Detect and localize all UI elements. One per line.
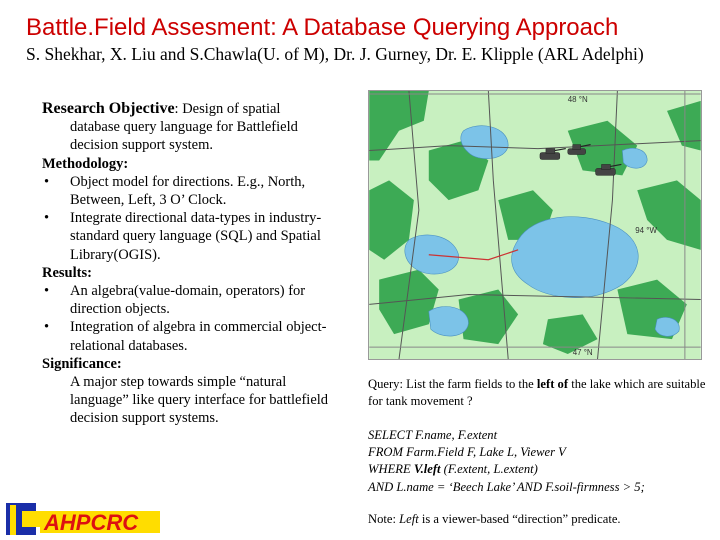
methodology-item: • Integrate directional data-types in industry-standard query language (SQL) and Spatial Library(OGIS). <box>44 210 322 263</box>
label-47n: 47 °N <box>572 348 593 358</box>
sql-where-line: WHERE V.left (F.extent, L.extent) <box>368 462 538 477</box>
ahpcrc-logo <box>2 497 162 539</box>
results-heading: Results: <box>42 264 92 281</box>
sql-query <box>368 427 645 496</box>
bullet-marker: • <box>44 319 50 336</box>
sql-line: SELECT F.name, F.extent <box>368 428 498 442</box>
methodology-heading: Methodology: <box>42 155 129 172</box>
bullet-marker: • <box>44 210 50 227</box>
label-48n: 48 °N <box>567 94 588 104</box>
bullet-marker: • <box>44 283 50 300</box>
bullet-marker: • <box>44 173 50 190</box>
slide-title: Battle.Field Assesment: A Database Querying Approach <box>26 14 619 41</box>
objective-block <box>42 100 342 155</box>
results-item: • An algebra(value-domain, operators) for direction objects. <box>44 283 306 318</box>
battlefield-map <box>368 90 702 360</box>
objective-heading: Research Objective <box>42 100 175 117</box>
objective-lead: : Design of spatial <box>174 101 281 117</box>
query-text: Query: List the farm fields to the left of the lake which are suitable for tank movement ? <box>368 377 706 408</box>
logo-text: AHPCRC <box>44 510 139 535</box>
left-column <box>42 100 342 428</box>
sql-line: FROM Farm.Field F, Lake L, Viewer V <box>368 445 566 460</box>
results-item: • Integration of algebra in commercial object-relational databases. <box>44 319 327 354</box>
methodology-item: • Object model for directions. E.g., North, Between, Left, 3 O’ Clock. <box>44 173 306 209</box>
main-lake <box>512 217 639 298</box>
label-94w: 94 °W <box>635 225 657 235</box>
significance-heading: Significance: <box>42 355 122 372</box>
note-text: Note: Left is a viewer-based “direction” predicate. <box>368 512 621 526</box>
significance-text: A major step towards simple “natural language” like query interface for battlefield decision support systems. <box>70 374 329 427</box>
objective-text: database query language for Battlefield decision support system. <box>70 119 298 154</box>
authors-line: S. Shekhar, X. Liu and S.Chawla(U. of M), Dr. J. Gurney, Dr. E. Klipple (ARL Adelphi) <box>26 44 644 64</box>
sql-line: AND L.name = ‘Beech Lake’ AND F.soil-firmness > 5; <box>368 479 645 494</box>
query-description <box>368 376 713 409</box>
